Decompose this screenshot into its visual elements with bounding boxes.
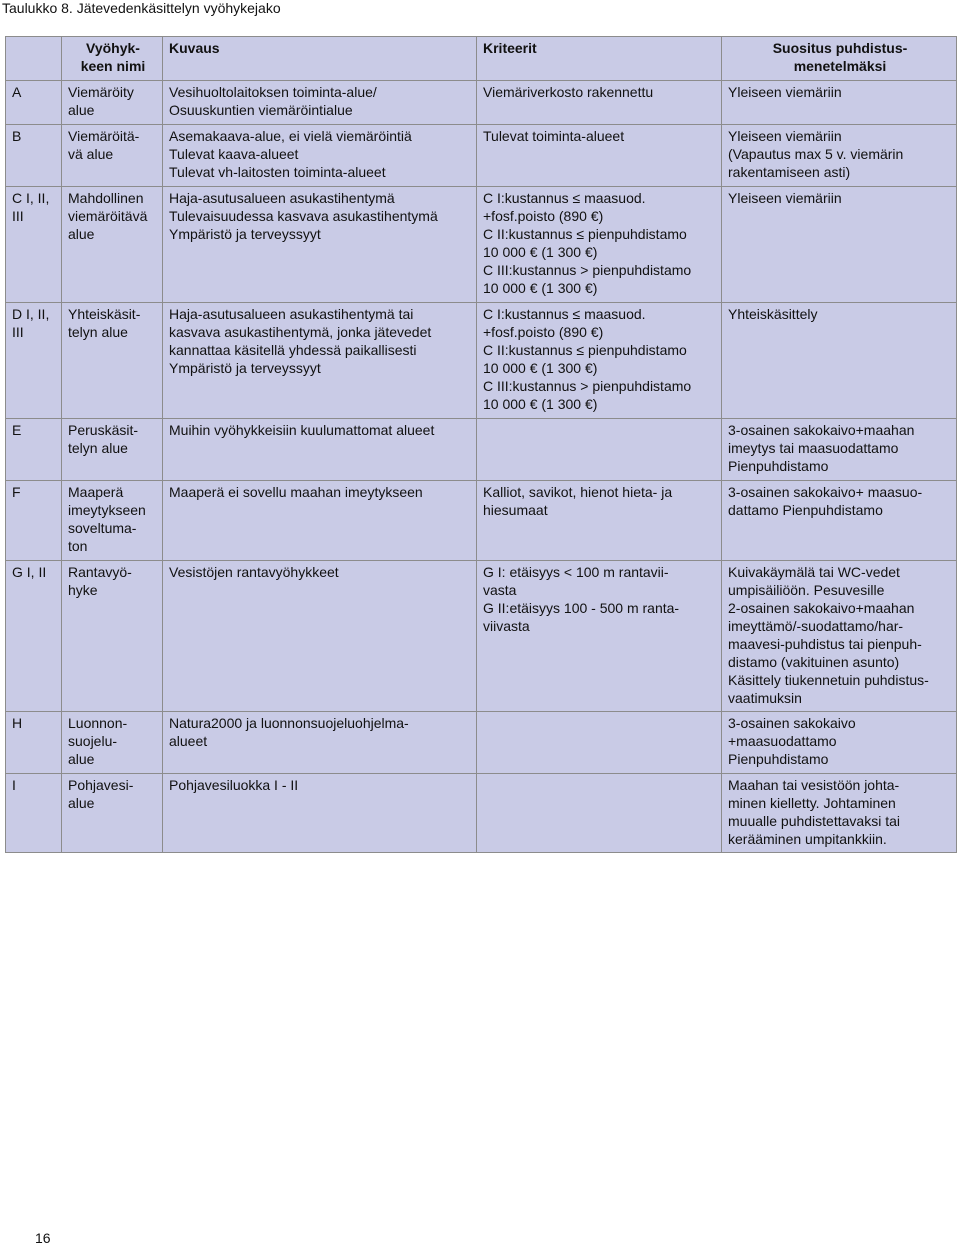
- table-row: [6, 303, 957, 419]
- row-method: Kuivakäymälä tai WC-vedet umpisäiliöön. Pesuvesille 2-osainen sakokaivo+maahan imeyttämö/-suodattamo/har- maavesi-puhdistus tai pienpuh- distamo (vakituinen asunto) Käsittely tiukennetuin puhdistus- vaatimuksin: [722, 561, 957, 712]
- row-description: Maaperä ei sovellu maahan imeytykseen: [163, 481, 477, 561]
- row-criteria: Viemäriverkosto rakennettu: [477, 81, 722, 125]
- row-criteria: [477, 419, 722, 481]
- row-method: 3-osainen sakokaivo+maahan imeytys tai maasuodattamo Pienpuhdistamo: [722, 419, 957, 481]
- row-criteria: Tulevat toiminta-alueet: [477, 125, 722, 187]
- row-code: D I, II, III: [6, 303, 62, 419]
- header-method: Suositus puhdistus- menetelmäksi: [722, 37, 957, 81]
- row-code: F: [6, 481, 62, 561]
- page-number: 16: [35, 1230, 51, 1246]
- row-criteria: G I: etäisyys < 100 m rantavii- vasta G II:etäisyys 100 - 500 m ranta- viivasta: [477, 561, 722, 712]
- row-code: C I, II, III: [6, 187, 62, 303]
- row-method: Yleiseen viemäriin: [722, 81, 957, 125]
- row-zone-name: Maaperä imeytykseen soveltuma- ton: [62, 481, 163, 561]
- row-method: Yhteiskäsittely: [722, 303, 957, 419]
- row-code: H: [6, 712, 62, 774]
- row-description: Haja-asutusalueen asukastihentymä tai kasvava asukastihentymä, jonka jätevedet kannattaa käsitellä yhdessä paikallisesti Ympäristö ja terveyssyyt: [163, 303, 477, 419]
- row-zone-name: Viemäröitä- vä alue: [62, 125, 163, 187]
- table-row: [6, 481, 957, 561]
- table-row: [6, 774, 957, 853]
- row-description: Pohjavesiluokka I - II: [163, 774, 477, 853]
- row-zone-name: Rantavyö- hyke: [62, 561, 163, 712]
- row-criteria: C I:kustannus ≤ maasuod. +fosf.poisto (890 €) C II:kustannus ≤ pienpuhdistamo 10 000 € (1 300 €) C III:kustannus > pienpuhdistamo 10 000 € (1 300 €): [477, 187, 722, 303]
- row-description: Natura2000 ja luonnonsuojeluohjelma- alueet: [163, 712, 477, 774]
- table-row: [6, 187, 957, 303]
- row-zone-name: Yhteiskäsit- telyn alue: [62, 303, 163, 419]
- row-description: Haja-asutusalueen asukastihentymä Tulevaisuudessa kasvava asukastihentymä Ympäristö ja terveyssyyt: [163, 187, 477, 303]
- table-row: [6, 125, 957, 187]
- row-zone-name: Peruskäsit- telyn alue: [62, 419, 163, 481]
- row-code: A: [6, 81, 62, 125]
- table-caption: Taulukko 8. Jätevedenkäsittelyn vyöhykejako: [2, 0, 281, 16]
- table-row: [6, 81, 957, 125]
- row-code: B: [6, 125, 62, 187]
- row-zone-name: Mahdollinen viemäröitävä alue: [62, 187, 163, 303]
- row-criteria: [477, 774, 722, 853]
- row-description: Asemakaava-alue, ei vielä viemäröintiä Tulevat kaava-alueet Tulevat vh-laitosten toiminta-alueet: [163, 125, 477, 187]
- zone-table: [5, 36, 957, 853]
- row-method: 3-osainen sakokaivo +maasuodattamo Pienpuhdistamo: [722, 712, 957, 774]
- row-zone-name: Viemäröity alue: [62, 81, 163, 125]
- row-code: E: [6, 419, 62, 481]
- row-criteria: C I:kustannus ≤ maasuod. +fosf.poisto (890 €) C II:kustannus ≤ pienpuhdistamo 10 000 € (1 300 €) C III:kustannus > pienpuhdistamo 10 000 € (1 300 €): [477, 303, 722, 419]
- table-header-row: [6, 37, 957, 81]
- row-method: 3-osainen sakokaivo+ maasuo- dattamo Pienpuhdistamo: [722, 481, 957, 561]
- row-method: Yleiseen viemäriin (Vapautus max 5 v. viemärin rakentamiseen asti): [722, 125, 957, 187]
- table-row: [6, 419, 957, 481]
- header-zone-name: Vyöhyk- keen nimi: [62, 37, 163, 81]
- row-zone-name: Luonnon- suojelu- alue: [62, 712, 163, 774]
- row-description: Vesihuoltolaitoksen toiminta-alue/ Osuuskuntien viemäröintialue: [163, 81, 477, 125]
- row-zone-name: Pohjavesi- alue: [62, 774, 163, 853]
- row-method: Yleiseen viemäriin: [722, 187, 957, 303]
- row-code: I: [6, 774, 62, 853]
- row-code: G I, II: [6, 561, 62, 712]
- table-row: [6, 561, 957, 712]
- row-method: Maahan tai vesistöön johta- minen kielletty. Johtaminen muualle puhdistettavaksi tai kerääminen umpitankkiin.: [722, 774, 957, 853]
- row-criteria: [477, 712, 722, 774]
- row-description: Vesistöjen rantavyöhykkeet: [163, 561, 477, 712]
- header-criteria: Kriteerit: [477, 37, 722, 81]
- row-criteria: Kalliot, savikot, hienot hieta- ja hiesumaat: [477, 481, 722, 561]
- table-row: [6, 712, 957, 774]
- header-description: Kuvaus: [163, 37, 477, 81]
- row-description: Muihin vyöhykkeisiin kuulumattomat alueet: [163, 419, 477, 481]
- header-code: [6, 37, 62, 81]
